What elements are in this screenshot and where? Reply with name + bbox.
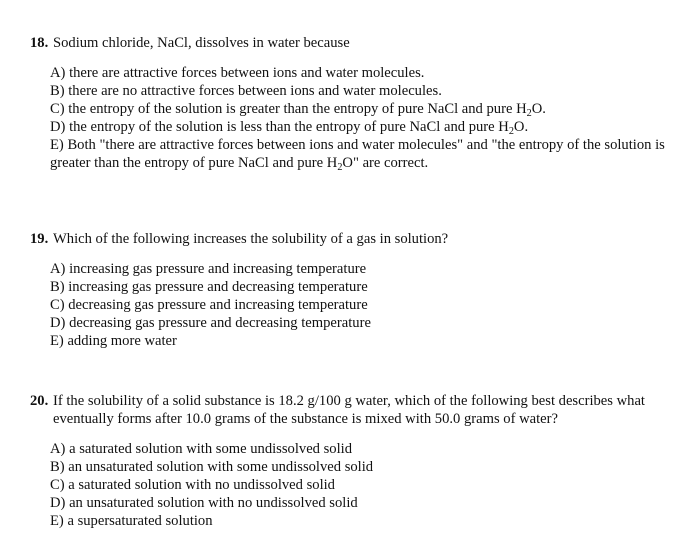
choice-letter: E) [50,513,64,529]
choice-d[interactable] [50,494,694,512]
choice-d[interactable] [50,118,694,136]
choice-c[interactable] [50,100,694,118]
question-prompt: If the solubility of a solid substance is 18.2 g/100 g water, which of the following best describes what eventually forms after 10.0 grams of the substance is mixed with 50.0 grams of water? [53,393,645,427]
choice-text: a saturated solution with no undissolved solid [68,477,335,493]
choice-text: a saturated solution with some undissolved solid [69,441,352,457]
question-prompt: Sodium chloride, NaCl, dissolves in water because [53,35,350,51]
choice-a[interactable] [50,64,694,82]
choice-letter: E) [50,137,64,153]
question-19 [30,230,694,350]
choice-text: decreasing gas pressure and decreasing temperature [69,315,371,331]
question-number: 19. [30,231,49,247]
choice-letter: D) [50,495,66,511]
choice-letter: B) [50,459,65,475]
choice-text: there are attractive forces between ions and water molecules. [69,65,425,81]
choice-text: adding more water [67,333,177,349]
choice-text: decreasing gas pressure and increasing temperature [68,297,368,313]
choice-c[interactable] [50,476,694,494]
question-header [30,34,694,52]
choice-b[interactable] [50,278,694,296]
question-prompt: Which of the following increases the solubility of a gas in solution? [53,231,449,247]
choice-letter: D) [50,119,66,135]
subscript: 2 [508,126,514,138]
choice-letter: B) [50,83,65,99]
choice-a[interactable] [50,260,694,278]
choice-e[interactable] [50,512,694,530]
question-20 [30,392,694,530]
choice-text: an unsaturated solution with no undissolved solid [69,495,358,511]
choice-text: a supersaturated solution [67,513,213,529]
choice-c[interactable] [50,296,694,314]
choice-d[interactable] [50,314,694,332]
subscript: 2 [526,108,532,120]
choice-letter: B) [50,279,65,295]
answer-choices [50,260,694,350]
choice-a[interactable] [50,440,694,458]
choice-text-end: O. [513,119,529,135]
question-header [30,392,694,428]
choice-letter: C) [50,297,65,313]
choice-b[interactable] [50,82,694,100]
choice-text: Both "there are attractive forces between ions and water molecules" and "the entropy of the solution is greater than the entropy of pure NaCl and pure H [50,137,665,171]
choice-text: there are no attractive forces between ions and water molecules. [68,83,442,99]
choice-text: an unsaturated solution with some undissolved solid [68,459,374,475]
choice-text: the entropy of the solution is greater than the entropy of pure NaCl and pure H [68,101,527,117]
choice-letter: D) [50,315,66,331]
choice-letter: C) [50,477,65,493]
choice-b[interactable] [50,458,694,476]
subscript: 2 [337,162,343,174]
choice-e[interactable] [50,332,694,350]
choice-letter: A) [50,441,66,457]
choice-letter: A) [50,261,66,277]
question-header [30,230,694,248]
choice-text: increasing gas pressure and increasing temperature [69,261,367,277]
answer-choices [50,440,694,530]
choice-text: the entropy of the solution is less than the entropy of pure NaCl and pure H [69,119,509,135]
choice-letter: E) [50,333,64,349]
choice-letter: C) [50,101,65,117]
choice-letter: A) [50,65,66,81]
question-number: 20. [30,393,49,409]
choice-e[interactable] [50,136,694,172]
answer-choices [50,64,694,172]
question-18 [30,34,694,172]
choice-text: increasing gas pressure and decreasing temperature [68,279,368,295]
choice-text-end: O" are correct. [342,155,429,171]
question-number: 18. [30,35,49,51]
choice-text-end: O. [531,101,546,117]
